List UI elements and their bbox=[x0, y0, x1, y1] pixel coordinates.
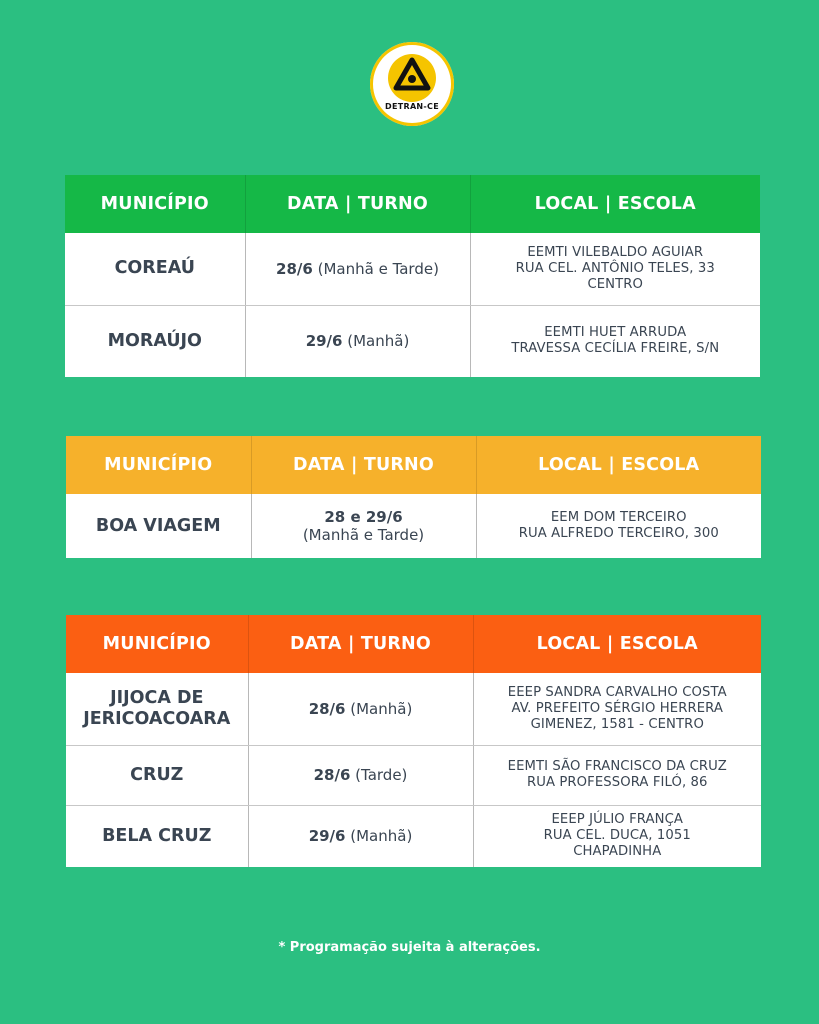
table-header-row bbox=[66, 615, 761, 673]
local-cell bbox=[473, 805, 761, 867]
data-cell bbox=[245, 305, 470, 377]
local-line: EEMTI SÃO FRANCISCO DA CRUZ bbox=[507, 759, 727, 774]
header-local-escola: LOCAL | ESCOLA bbox=[473, 615, 761, 673]
municipio-name: MORAÚJO bbox=[107, 330, 202, 351]
turno-value: (Tarde) bbox=[355, 766, 408, 784]
local-cell bbox=[470, 233, 760, 305]
detran-logo bbox=[370, 42, 454, 126]
municipio-cell bbox=[65, 233, 245, 305]
turno-value: (Manhã e Tarde) bbox=[317, 259, 439, 278]
local-line: EEMTI VILEBALDO AGUIAR bbox=[527, 244, 704, 260]
municipio-name: JIJOCA DE bbox=[110, 687, 204, 708]
municipio-cell bbox=[66, 673, 248, 745]
local-line: RUA ALFREDO TERCEIRO, 300 bbox=[518, 526, 719, 541]
recycle-triangle-icon bbox=[384, 52, 440, 104]
local-line: RUA PROFESSORA FILÓ, 86 bbox=[526, 775, 708, 790]
data-cell bbox=[248, 805, 473, 867]
header-local-escola: LOCAL | ESCOLA bbox=[476, 436, 761, 494]
local-line: RUA CEL. ANTÔNIO TELES, 33 bbox=[515, 260, 715, 276]
data-value: 29/6 bbox=[308, 827, 346, 846]
schedule-table-1 bbox=[65, 175, 760, 377]
turno-value: (Manhã) bbox=[350, 699, 413, 718]
table-row bbox=[65, 233, 760, 305]
table-row bbox=[66, 745, 761, 805]
turno-value: (Manhã e Tarde) bbox=[302, 526, 425, 544]
municipio-name: COREAÚ bbox=[114, 258, 195, 279]
data-value: 28 e 29/6 bbox=[324, 508, 403, 526]
local-line: EEEP SANDRA CARVALHO COSTA bbox=[507, 684, 727, 700]
table-row bbox=[66, 494, 761, 558]
data-cell bbox=[248, 745, 473, 805]
local-cell bbox=[476, 494, 761, 558]
data-value: 28/6 bbox=[313, 766, 351, 784]
table-row bbox=[66, 805, 761, 867]
schedule-table-3 bbox=[66, 615, 761, 867]
header-municipio: MUNICÍPIO bbox=[66, 615, 248, 673]
turno-value: (Manhã) bbox=[347, 332, 410, 351]
schedule-table-2 bbox=[66, 436, 761, 558]
turno-value: (Manhã) bbox=[350, 827, 413, 846]
local-line: GIMENEZ, 1581 - CENTRO bbox=[530, 716, 704, 732]
local-cell bbox=[470, 305, 760, 377]
local-line: RUA CEL. DUCA, 1051 bbox=[543, 828, 691, 844]
local-line: CENTRO bbox=[587, 276, 644, 292]
municipio-cell bbox=[66, 805, 248, 867]
data-value: 28/6 bbox=[276, 259, 313, 278]
local-line: EEMTI HUET ARRUDA bbox=[544, 325, 687, 341]
header-data-turno: DATA | TURNO bbox=[248, 615, 473, 673]
data-value: 28/6 bbox=[308, 699, 346, 718]
municipio-cell bbox=[66, 745, 248, 805]
municipio-name: CRUZ bbox=[130, 764, 184, 785]
municipio-cell bbox=[66, 494, 251, 558]
table-row bbox=[66, 673, 761, 745]
data-cell bbox=[248, 673, 473, 745]
local-line: CHAPADINHA bbox=[573, 844, 662, 860]
table-header-row bbox=[65, 175, 760, 233]
header-municipio: MUNICÍPIO bbox=[65, 175, 245, 233]
data-value: 29/6 bbox=[305, 332, 343, 351]
local-cell bbox=[473, 673, 761, 745]
municipio-name: BELA CRUZ bbox=[102, 825, 212, 846]
local-line: AV. PREFEITO SÉRGIO HERRERA bbox=[511, 700, 724, 716]
table-row bbox=[65, 305, 760, 377]
local-line: TRAVESSA CECÍLIA FREIRE, S/N bbox=[511, 341, 720, 357]
header-municipio: MUNICÍPIO bbox=[66, 436, 251, 494]
local-line: EEEP JÚLIO FRANÇA bbox=[551, 812, 684, 828]
municipio-name: BOA VIAGEM bbox=[95, 515, 221, 536]
municipio-name: JERICOACOARA bbox=[83, 708, 231, 729]
header-local-escola: LOCAL | ESCOLA bbox=[470, 175, 760, 233]
municipio-cell bbox=[65, 305, 245, 377]
footnote: * Programação sujeita à alterações. bbox=[278, 940, 541, 955]
header-data-turno: DATA | TURNO bbox=[245, 175, 470, 233]
logo-text: DETRAN-CE bbox=[385, 102, 439, 111]
data-cell bbox=[251, 494, 476, 558]
local-cell bbox=[473, 745, 761, 805]
local-line: EEM DOM TERCEIRO bbox=[550, 510, 687, 525]
data-cell bbox=[245, 233, 470, 305]
table-header-row bbox=[66, 436, 761, 494]
header-data-turno: DATA | TURNO bbox=[251, 436, 476, 494]
